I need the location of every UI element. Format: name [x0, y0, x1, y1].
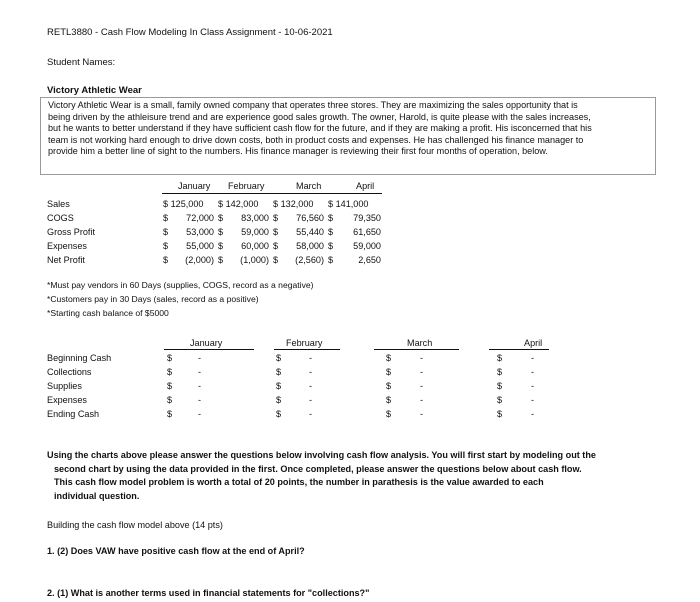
- cash-month-header: January: [190, 338, 223, 348]
- cash-header-underline: [164, 349, 254, 350]
- cash-cell-dollar: $: [167, 367, 173, 377]
- income-cell-value: (2,560): [295, 255, 324, 265]
- income-cell-value: 58,000: [296, 241, 324, 251]
- income-cell-value: (2,000): [185, 255, 214, 265]
- description-line: but he wants to better understand if they have sufficient cash flow for the future, and if they are making a profit. His isconcerned that his: [48, 123, 592, 134]
- description-line: Victory Athletic Wear is a small, family owned company that operates three stores. They are maximizing the sales opportunity that is: [48, 100, 578, 110]
- cash-cell-dash: -: [420, 367, 424, 377]
- income-cell-value: 55,000: [186, 241, 214, 251]
- income-cell-value: 72,000: [186, 213, 214, 223]
- cash-cell-dash: -: [309, 367, 313, 377]
- income-cell-dollar: $: [163, 213, 169, 223]
- income-row-label: COGS: [47, 213, 74, 223]
- cash-cell-dash: -: [198, 353, 202, 363]
- income-cell-value: (1,000): [240, 255, 269, 265]
- instruction-line: individual question.: [54, 490, 140, 501]
- cash-cell-dash: -: [531, 409, 535, 419]
- income-cell-dollar: $: [163, 227, 169, 237]
- income-cell-value: 83,000: [241, 213, 269, 223]
- income-cell-dollar: $: [218, 227, 224, 237]
- cash-cell-dollar: $: [386, 381, 392, 391]
- cash-cell-dash: -: [531, 381, 535, 391]
- cash-cell-dash: -: [198, 367, 202, 377]
- cash-row-label: Supplies: [47, 381, 82, 391]
- question-1: 1. (2) Does VAW have positive cash flow at the end of April?: [47, 546, 305, 556]
- income-month-header: January: [178, 181, 211, 191]
- income-row-label: Net Profit: [47, 255, 85, 265]
- income-cell-value: 55,440: [296, 227, 324, 237]
- cash-cell-dash: -: [198, 381, 202, 391]
- cash-cell-dash: -: [309, 353, 313, 363]
- income-cell: $ 142,000: [218, 199, 259, 209]
- note-customers: *Customers pay in 30 Days (sales, record as a positive): [47, 294, 259, 304]
- cash-cell-dash: -: [420, 353, 424, 363]
- income-row-label: Gross Profit: [47, 227, 96, 237]
- income-cell-dollar: $: [218, 255, 224, 265]
- cash-cell-dash: -: [420, 395, 424, 405]
- cash-header-underline: [374, 349, 459, 350]
- income-month-header: March: [296, 181, 322, 191]
- description-line: provide him a better line of sight to the numbers. His finance manager is reviewing their first four months of operation, below.: [48, 146, 548, 157]
- income-cell-value: 61,650: [353, 227, 381, 237]
- cash-cell-dollar: $: [276, 381, 282, 391]
- cash-cell-dollar: $: [497, 395, 503, 405]
- income-row-label: Expenses: [47, 241, 87, 251]
- instruction-line: Using the charts above please answer the questions below involving cash flow analysis. You will first start by modeling out the: [47, 450, 596, 460]
- cash-cell-dollar: $: [167, 381, 173, 391]
- income-cell-dollar: $: [163, 255, 169, 265]
- instruction-line: This cash flow model problem is worth a total of 20 points, the number in parathesis is the value awarded to each: [54, 477, 544, 487]
- income-cell-dollar: $: [328, 227, 334, 237]
- description-text: [48, 100, 648, 158]
- cash-header-underline: [489, 349, 549, 350]
- cash-month-header: March: [407, 338, 433, 348]
- income-cell: $ 125,000: [163, 199, 204, 209]
- note-vendors: *Must pay vendors in 60 Days (supplies, COGS, record as a negative): [47, 280, 314, 290]
- cash-row-label: Beginning Cash: [47, 353, 112, 363]
- income-cell-dollar: $: [273, 213, 279, 223]
- instructions: [47, 449, 632, 503]
- cash-cell-dollar: $: [167, 409, 173, 419]
- cash-month-header: April: [524, 338, 543, 348]
- cash-row-label: Expenses: [47, 395, 87, 405]
- question-2: 2. (1) What is another terms used in financial statements for "collections?": [47, 588, 370, 598]
- cash-cell-dash: -: [198, 409, 202, 419]
- cash-cell-dollar: $: [497, 367, 503, 377]
- description-line: being driven by the athleisure trend and are experience good sales growth. The owner, Harold, is quite please with the sales increases,: [48, 111, 591, 122]
- income-header-underline: [162, 193, 382, 194]
- instruction-line: second chart by using the data provided in the first. Once completed, please answer the questions below about cash flow.: [54, 463, 582, 474]
- income-cell-value: 79,350: [353, 213, 381, 223]
- cash-cell-dollar: $: [167, 353, 173, 363]
- income-cell-dollar: $: [218, 241, 224, 251]
- cash-month-header: February: [286, 338, 323, 348]
- cash-cell-dollar: $: [386, 395, 392, 405]
- company-heading: Victory Athletic Wear: [47, 85, 142, 96]
- cash-cell-dollar: $: [276, 409, 282, 419]
- income-cell-dollar: $: [273, 227, 279, 237]
- cash-cell-dollar: $: [386, 353, 392, 363]
- cash-cell-dollar: $: [276, 367, 282, 377]
- cash-row-label: Ending Cash: [47, 409, 100, 419]
- income-cell-value: 59,000: [353, 241, 381, 251]
- income-cell-dollar: $: [328, 213, 334, 223]
- cash-cell-dollar: $: [386, 367, 392, 377]
- income-cell-value: 59,000: [241, 227, 269, 237]
- cash-cell-dash: -: [309, 395, 313, 405]
- income-month-header: April: [356, 181, 375, 191]
- income-cell-dollar: $: [273, 241, 279, 251]
- income-cell: $ 132,000: [273, 199, 314, 209]
- income-cell-dollar: $: [328, 255, 334, 265]
- income-month-header: February: [228, 181, 265, 191]
- student-names-label: Student Names:: [47, 57, 116, 68]
- cash-cell-dash: -: [309, 409, 313, 419]
- cash-cell-dash: -: [531, 395, 535, 405]
- income-cell-value: 2,650: [358, 255, 381, 265]
- cash-cell-dollar: $: [497, 353, 503, 363]
- cash-cell-dollar: $: [386, 409, 392, 419]
- building-model-label: Building the cash flow model above (14 pts): [47, 520, 223, 530]
- cash-cell-dollar: $: [276, 395, 282, 405]
- cash-cell-dash: -: [531, 353, 535, 363]
- cash-cell-dollar: $: [276, 353, 282, 363]
- income-cell-value: 53,000: [186, 227, 214, 237]
- cash-cell-dash: -: [531, 367, 535, 377]
- cash-cell-dash: -: [420, 409, 424, 419]
- cash-row-label: Collections: [47, 367, 92, 377]
- description-line: team is not working hard enough to drive down costs, both in product costs and expenses. He has challenged his finance manager to: [48, 134, 584, 145]
- income-cell-dollar: $: [163, 241, 169, 251]
- income-cell-dollar: $: [273, 255, 279, 265]
- income-cell-value: 76,560: [296, 213, 324, 223]
- cash-cell-dollar: $: [497, 409, 503, 419]
- income-cell: $ 141,000: [328, 199, 369, 209]
- cash-cell-dash: -: [309, 381, 313, 391]
- income-row-label: Sales: [47, 199, 70, 209]
- cash-cell-dollar: $: [167, 395, 173, 405]
- cash-cell-dash: -: [420, 381, 424, 391]
- income-cell-value: 60,000: [241, 241, 269, 251]
- income-cell-dollar: $: [218, 213, 224, 223]
- cash-cell-dash: -: [198, 395, 202, 405]
- income-cell-dollar: $: [328, 241, 334, 251]
- note-starting-cash: *Starting cash balance of $5000: [47, 308, 169, 318]
- cash-cell-dollar: $: [497, 381, 503, 391]
- page-title: RETL3880 - Cash Flow Modeling In Class Assignment - 10-06-2021: [47, 27, 333, 38]
- cash-header-underline: [274, 349, 340, 350]
